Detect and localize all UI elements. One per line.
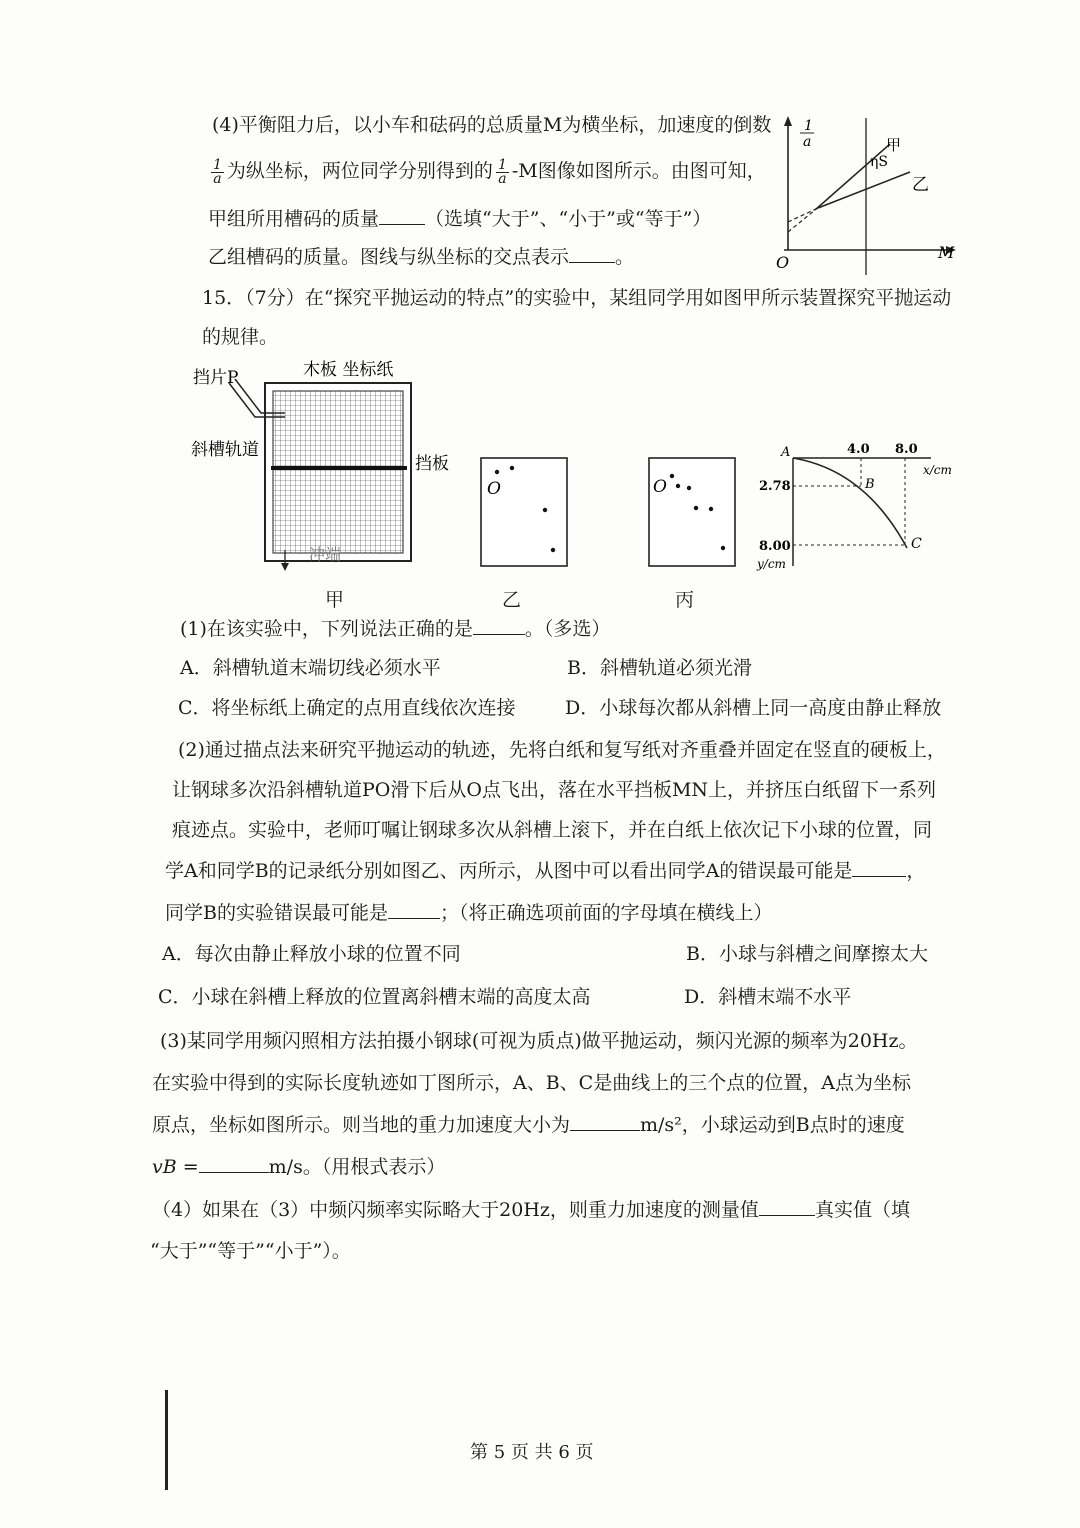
part2-option-b[interactable]: B．小球与斜槽之间摩擦太大 (686, 943, 928, 965)
label-dangpian: 挡片P (193, 368, 239, 388)
part3-line4: vB = m/s。（用根式表示） (152, 1156, 446, 1178)
label-track: 斜槽轨道 (191, 440, 259, 460)
part2-option-d[interactable]: D．斜槽末端不水平 (684, 986, 852, 1008)
graph-annotation: ηS (870, 154, 888, 170)
q14-p4-line2-prefix: 为纵坐标，两位同学分别得到的 (226, 160, 493, 182)
series-jia-label: 甲 (886, 136, 902, 154)
series-yi-label: 乙 (912, 175, 929, 195)
part4-line1: （4）如果在（3）中频闪频率实际略大于20Hz，则重力加速度的测量值 真实值（填 (152, 1199, 910, 1221)
part3-line3: 原点，坐标如图所示。则当地的重力加速度大小为 m/s²，小球运动到B点时的速度 (152, 1114, 905, 1136)
page-number: 第 5 页 共 6 页 (470, 1442, 594, 1463)
fraction-1-over-a-2: $\frac{1}{a}$ (497, 156, 507, 187)
inverse-a-vs-m-graph (770, 110, 970, 285)
part1-option-a[interactable]: A．斜槽轨道末端切线必须水平 (180, 657, 441, 679)
y-tick-278: 2.78 (759, 479, 791, 494)
q14-p4-line2 (208, 158, 766, 186)
point-a-label: A (781, 445, 791, 460)
x-tick-8: 8.0 (895, 442, 918, 457)
fraction-1-over-a: $\frac{1}{a}$ (213, 156, 222, 187)
answer-blank[interactable] (199, 1154, 269, 1173)
point-b-label: B (865, 477, 875, 492)
record-yi-origin: O (487, 479, 501, 499)
q14-p4-line3: 甲组所用槽码的质量 （选填“大于”、“小于”或“等于”） (208, 208, 712, 230)
q14-p4-line2-suffix: -M图像如图所示。由图可知， (511, 160, 766, 182)
q15-line1: 15．（7分）在“探究平抛运动的特点”的实验中，某组同学用如图甲所示装置探究平抛运动 (202, 287, 952, 309)
answer-blank[interactable] (852, 858, 906, 877)
record-sheet-bing (643, 452, 743, 572)
answer-blank[interactable] (379, 206, 425, 225)
q14-p4-line1: (4)平衡阻力后，以小车和砝码的总质量M为横坐标，加速度的倒数 (212, 114, 772, 136)
answer-blank[interactable] (569, 244, 615, 263)
answer-blank[interactable] (473, 616, 525, 635)
label-plumb: 冲端 (309, 545, 342, 564)
part2-line2: 让钢球多次沿斜槽轨道PO滑下后从O点飞出，落在水平挡板MN上，并挤压白纸留下一系列 (172, 779, 937, 801)
part3-line1: (3)某同学用频闪照相方法拍摄小钢球(可视为质点)做平抛运动，频闪光源的频率为20Hz。 (160, 1030, 918, 1052)
caption-jia: 甲 (325, 589, 345, 611)
x-tick-4: 4.0 (847, 442, 870, 457)
part2-line4: 学A和同学B的记录纸分别如图乙、丙所示，从图中可以看出同学A的错误最可能是 ， (165, 860, 926, 882)
origin-label: O (776, 253, 790, 272)
answer-blank[interactable] (759, 1197, 815, 1216)
part4-line2: “大于”“等于”“小于”）。 (150, 1240, 351, 1262)
y-axis-label-num: 1 (804, 118, 813, 134)
y-axis-unit: y/cm (757, 557, 786, 571)
part1-option-d[interactable]: D．小球每次都从斜槽上同一高度由静止释放 (565, 697, 942, 719)
q15-line2: 的规律。 (202, 326, 279, 348)
answer-blank[interactable] (388, 900, 440, 919)
caption-bing: 丙 (675, 589, 695, 611)
record-sheet-yi (475, 452, 575, 572)
part1-option-b[interactable]: B．斜槽轨道必须光滑 (567, 657, 752, 679)
part3-line2: 在实验中得到的实际长度轨迹如丁图所示，A、B、C是曲线上的三个点的位置，A点为坐标 (152, 1072, 911, 1094)
record-bing-origin: O (653, 477, 667, 497)
part2-line3: 痕迹点。实验中，老师叮嘱让钢球多次从斜槽上滚下，并在白纸上依次记下小球的位置，同 (172, 819, 933, 841)
x-axis-unit: x/cm (923, 463, 952, 477)
margin-mark (165, 1390, 168, 1490)
part2-line1: (2)通过描点法来研究平抛运动的轨迹，先将白纸和复写纸对齐重叠并固定在竖直的硬板上， (178, 739, 946, 761)
y-axis-label-den: a (803, 134, 812, 150)
part2-option-c[interactable]: C．小球在斜槽上释放的位置离斜槽末端的高度太高 (158, 986, 591, 1008)
answer-blank[interactable] (570, 1112, 640, 1131)
label-board: 木板 坐标纸 (303, 360, 394, 380)
apparatus-figure (185, 355, 475, 580)
caption-yi: 乙 (502, 589, 522, 611)
part1-option-c[interactable]: C．将坐标纸上确定的点用直线依次连接 (178, 697, 516, 719)
point-c-label: C (911, 536, 922, 552)
part1-stem: (1)在该实验中，下列说法正确的是 。（多选） (180, 618, 611, 640)
label-baffle: 挡板 (415, 454, 449, 474)
trajectory-graph (755, 440, 965, 580)
part2-option-a[interactable]: A．每次由静止释放小球的位置不同 (162, 943, 461, 965)
x-axis-label: M (938, 243, 955, 262)
y-tick-800: 8.00 (759, 539, 791, 554)
q14-p4-line4: 乙组槽码的质量。图线与纵坐标的交点表示 。 (208, 246, 635, 268)
part2-line5: 同学B的实验错误最可能是 ；（将正确选项前面的字母填在横线上） (165, 902, 773, 924)
